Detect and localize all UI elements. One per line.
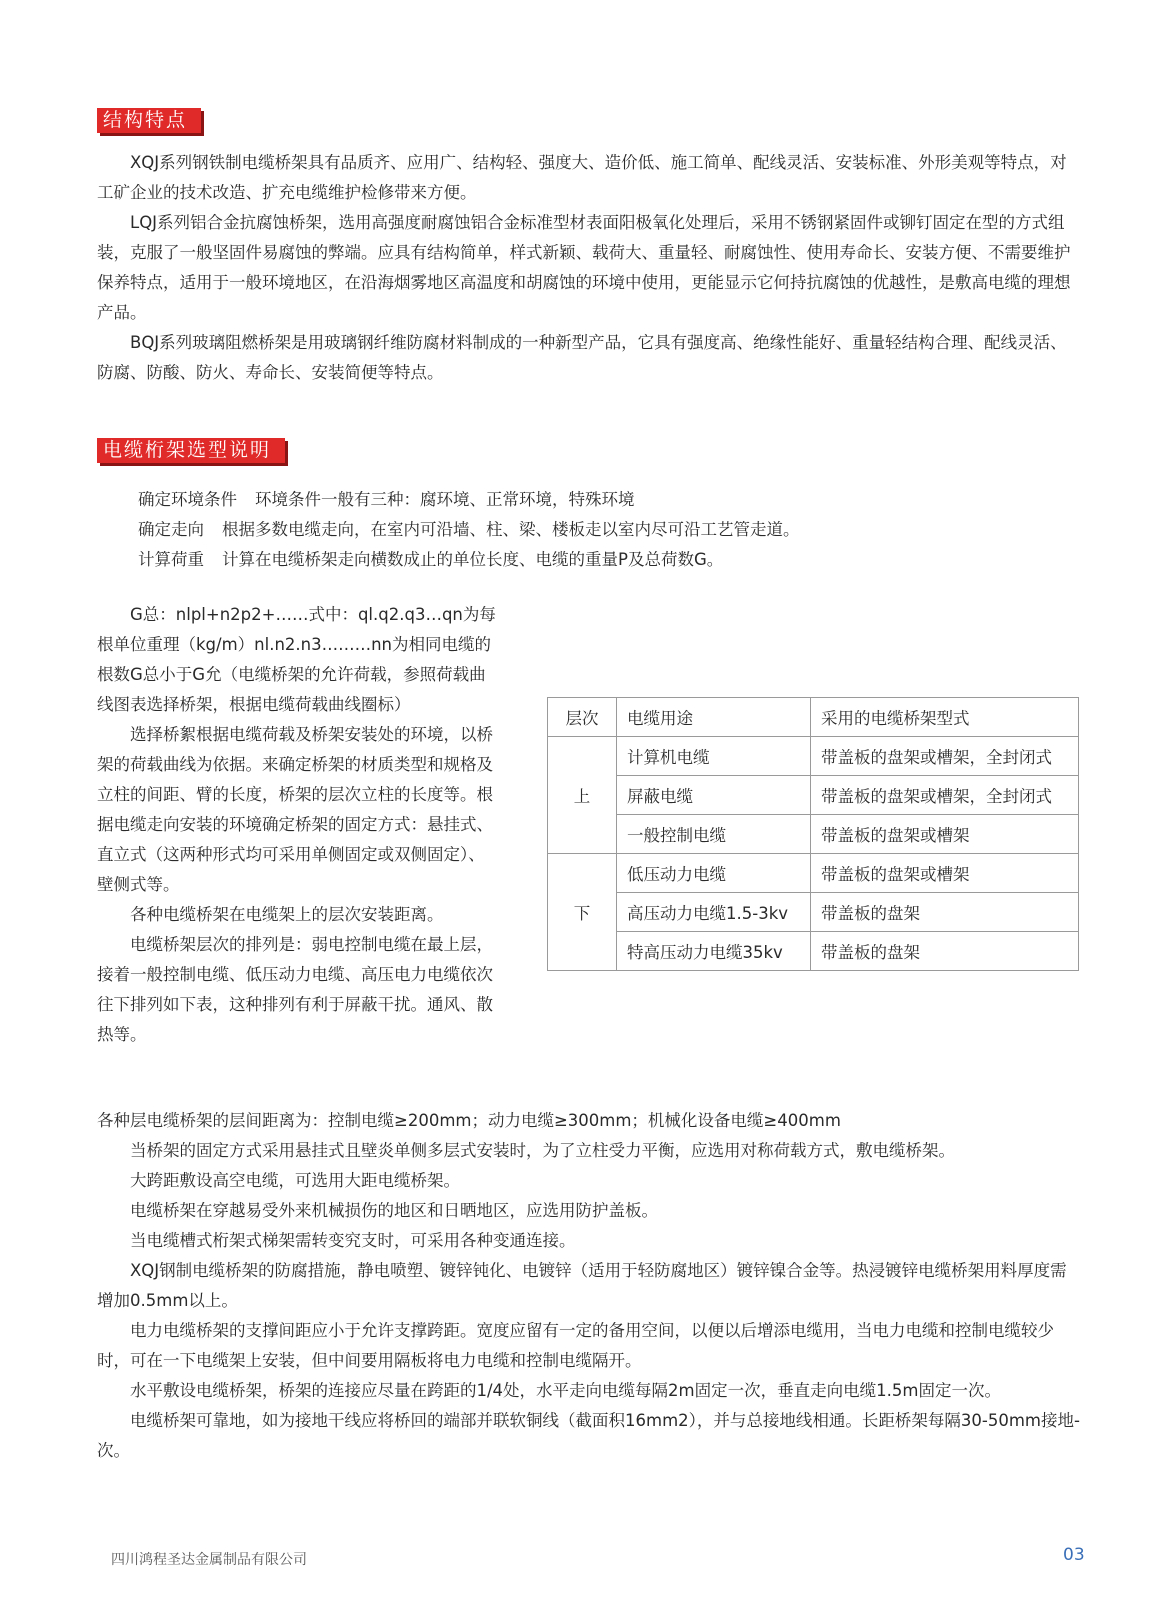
- cable-use: 高压动力电缆1.5-3kv: [617, 893, 811, 932]
- note-line: 当桥架的固定方式采用悬挂式且壁炎单侧多层式安装时，为了立柱受力平衡，应选用对称荷载方式，敷电缆桥架。: [130, 1141, 955, 1160]
- note-line: XQJ钢制电缆桥架的防腐措施，静电喷塑、镀锌钝化、电镀锌（适用于轻防腐地区）镀锌镍合金等。热浸镀锌电缆桥架用料厚度需增加0.5mm以上。: [97, 1261, 1067, 1310]
- tray-type: 带盖板的盘架: [811, 893, 1079, 932]
- cable-use: 特高压动力电缆35kv: [617, 932, 811, 971]
- step-direction: 确定走向 根据多数电缆走向，在室内可沿墙、柱、梁、楼板走以室内尽可沿工艺管走道。: [138, 520, 800, 539]
- selection-left-text: [97, 600, 497, 1050]
- table-row: [548, 932, 1079, 971]
- table-header: 层次: [548, 698, 617, 737]
- note-line: 大跨距敷设高空电缆，可选用大距电缆桥架。: [130, 1171, 460, 1190]
- table-row: [548, 815, 1079, 854]
- cable-use: 低压动力电缆: [617, 854, 811, 893]
- load-formula: G总：nlpl+n2p2+……式中：ql.q2.q3…qn为每根单位重理（kg/m）nl.n2.n3………nn为相同电缆的根数G总小于G允（电缆桥架的允许荷载，参照荷载曲线图表选择桥架，根据电缆荷载曲线圈标）: [97, 605, 496, 714]
- note-line: 电缆桥架在穿越易受外来机械损伤的地区和日晒地区，应选用防护盖板。: [130, 1201, 658, 1220]
- page-number: 03: [1063, 1545, 1085, 1565]
- table-row: [548, 737, 1079, 776]
- cable-use: 一般控制电缆: [617, 815, 811, 854]
- footer-company: 四川鸿程圣达金属制品有限公司: [111, 1552, 307, 1568]
- cable-use: 计算机电缆: [617, 737, 811, 776]
- layer-order-paragraph: 电缆桥架层次的排列是：弱电控制电缆在最上层，接着一般控制电缆、低压动力电缆、高压电力电缆依次往下排列如下表，这种排列有利于屏蔽干扰。通风、散热等。: [97, 935, 493, 1044]
- note-line: 电缆桥架可靠地，如为接地干线应将桥回的端部并联软铜线（截面积16mm2），并与总接地线相通。长距桥架每隔30-50mm接地-次。: [97, 1411, 1080, 1460]
- step-load: 计算荷重 计算在电缆桥架走向横数成止的单位长度、电缆的重量P及总荷数G。: [138, 550, 724, 569]
- cable-use: 屏蔽电缆: [617, 776, 811, 815]
- level-lower: 下: [548, 854, 617, 971]
- table-header: 采用的电缆桥架型式: [811, 698, 1079, 737]
- table-row: [548, 776, 1079, 815]
- installation-notes: [97, 1106, 1082, 1466]
- tray-type: 带盖板的盘架或槽架，全封闭式: [811, 737, 1079, 776]
- tray-type: 带盖板的盘架或槽架: [811, 854, 1079, 893]
- note-line: 水平敷设电缆桥架，桥架的连接应尽量在跨距的1/4处，水平走向电缆每隔2m固定一次，垂直走向电缆1.5m固定一次。: [130, 1381, 1001, 1400]
- cable-layer-table: [547, 697, 1079, 971]
- table-row: [548, 893, 1079, 932]
- table-header-row: [548, 698, 1079, 737]
- tray-type: 带盖板的盘架: [811, 932, 1079, 971]
- structure-text: [97, 148, 1072, 388]
- tray-type: 带盖板的盘架或槽架: [811, 815, 1079, 854]
- section-title-structure: 结构特点: [97, 108, 201, 133]
- step-environment: 确定环境条件 环境条件一般有三种：腐环境、正常环境，特殊环境: [138, 490, 635, 509]
- note-line: 当电缆槽式桁架式梯架需转变究支时，可采用各种变通连接。: [130, 1231, 576, 1250]
- structure-paragraph-bqj: BQJ系列玻璃阻燃桥架是用玻璃钢纤维防腐材料制成的一种新型产品，它具有强度高、绝缘性能好、重量轻结构合理、配线灵活、防腐、防酸、防火、寿命长、安装简便等特点。: [97, 333, 1067, 382]
- table-row: [548, 854, 1079, 893]
- structure-paragraph-xqj: XQJ系列钢铁制电缆桥架具有品质齐、应用广、结构轻、强度大、造价低、施工简单、配线灵活、安装标准、外形美观等特点，对工矿企业的技术改造、扩充电缆维护检修带来方便。: [97, 153, 1067, 202]
- layer-spacing-line: 各种层电缆桥架的层间距离为：控制电缆≥200mm；动力电缆≥300mm；机械化设备电缆≥400mm: [97, 1111, 841, 1130]
- selection-steps: [138, 485, 800, 575]
- layer-distance-paragraph: 各种电缆桥架在电缆架上的层次安装距离。: [130, 905, 444, 924]
- table-header: 电缆用途: [617, 698, 811, 737]
- level-upper: 上: [548, 737, 617, 854]
- note-line: 电力电缆桥架的支撑间距应小于允许支撑跨距。宽度应留有一定的备用空间，以便以后增添电缆用，当电力电缆和控制电缆较少时，可在一下电缆架上安装，但中间要用隔板将电力电缆和控制电缆隔开。: [97, 1321, 1054, 1370]
- tray-type: 带盖板的盘架或槽架，全封闭式: [811, 776, 1079, 815]
- selection-paragraph: 选择桥絮根据电缆荷载及桥架安装处的环境，以桥架的荷载曲线为依据。来确定桥架的材质类型和规格及立柱的间距、臂的长度，桥架的层次立柱的长度等。根据电缆走向安装的环境确定桥架的固定方式：悬挂式、直立式（这两种形式均可采用单侧固定或双侧固定）、壁侧式等。: [97, 725, 493, 894]
- section-title-selection: 电缆桁架选型说明: [97, 438, 285, 463]
- structure-paragraph-lqj: LQJ系列铝合金抗腐蚀桥架，选用高强度耐腐蚀铝合金标准型材表面阳极氧化处理后，采用不锈钢紧固件或铆钉固定在型的方式组装，克服了一般坚固件易腐蚀的弊端。应具有结构简单，样式新颖、载荷大、重量轻、耐腐蚀性、使用寿命长、安装方便、不需要维护保养特点，适用于一般环境地区，在沿海烟雾地区高温度和胡腐蚀的环境中使用，更能显示它何持抗腐蚀的优越性，是敷高电缆的理想产品。: [97, 213, 1071, 322]
